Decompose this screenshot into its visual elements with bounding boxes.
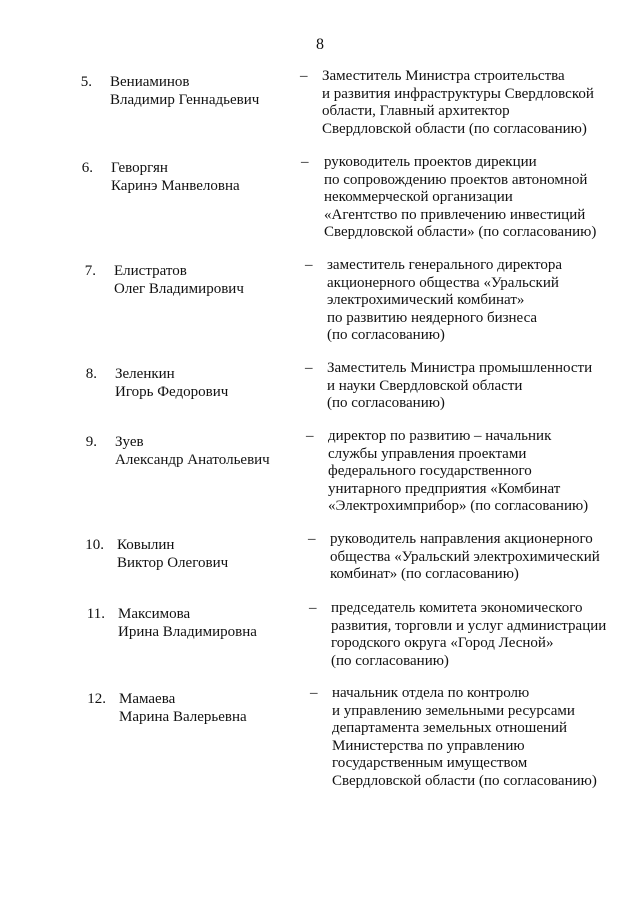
entry-number: 5. [80, 74, 92, 90]
position-line: Заместитель Министра строительства [322, 68, 565, 84]
position-line: Свердловской области (по согласованию) [332, 772, 597, 789]
member-surname: Зеленкин [115, 366, 175, 382]
position-line: (по согласованию) [331, 652, 449, 669]
member-position [324, 154, 596, 242]
member-given-names: Александр Анатольевич [115, 451, 270, 468]
position-line: Свердловской области» (по согласованию) [324, 224, 597, 240]
member-position [332, 685, 597, 790]
member-surname: Мамаева [119, 691, 176, 707]
position-line: некоммерческой организации [324, 189, 513, 205]
position-line: и развития инфраструктуры Свердловской [322, 85, 594, 102]
position-line: «Агентство по привлечению инвестиций [324, 206, 586, 223]
dash-separator: – [310, 685, 318, 701]
position-line: комбинат» (по согласованию) [330, 566, 519, 582]
member-position [331, 600, 606, 670]
position-line: унитарного предприятия «Комбинат [328, 480, 561, 497]
position-line: и науки Свердловской области [327, 377, 523, 394]
position-line: по развитию неядерного бизнеса [327, 309, 538, 326]
entry-number: 12. [87, 691, 106, 707]
entry-number: 8. [85, 366, 97, 382]
position-line: по сопровождению проектов автономной [324, 171, 588, 188]
position-line: акционерного общества «Уральский [327, 274, 559, 291]
dash-separator: – [308, 531, 316, 547]
position-line: городского округа «Город Лесной» [331, 635, 554, 651]
member-surname: Максимова [118, 606, 191, 622]
member-name [111, 160, 240, 195]
member-given-names: Олег Владимирович [114, 280, 244, 297]
entry-number: 6. [81, 160, 93, 176]
member-given-names: Владимир Геннадьевич [110, 91, 260, 108]
position-line: государственным имуществом [332, 755, 528, 771]
position-line: руководитель проектов дирекции [324, 154, 537, 170]
member-name [115, 434, 270, 469]
member-name [115, 366, 228, 401]
member-name [110, 74, 259, 109]
member-position [327, 257, 562, 345]
member-surname: Геворгян [111, 160, 168, 176]
member-surname: Вениаминов [110, 74, 190, 90]
dash-separator: – [305, 257, 313, 273]
position-line: «Электрохимприбор» (по согласованию) [328, 498, 589, 514]
position-line: председатель комитета экономического [331, 600, 583, 616]
page-number: 8 [316, 36, 324, 53]
dash-separator: – [305, 360, 313, 376]
member-given-names: Виктор Олегович [117, 554, 229, 571]
member-surname: Ковылин [117, 537, 175, 553]
position-line: и управлению земельными ресурсами [332, 702, 575, 719]
position-line: Свердловской области (по согласованию) [322, 120, 587, 137]
member-surname: Зуев [115, 434, 144, 450]
entry-number: 7. [84, 263, 96, 279]
dash-separator: – [309, 600, 317, 616]
entry-number: 9. [85, 434, 97, 450]
dash-separator: – [300, 68, 308, 84]
member-position [327, 360, 592, 413]
position-line: Министерства по управлению [332, 737, 525, 754]
member-name [118, 606, 257, 641]
position-line: директор по развитию – начальник [328, 428, 552, 444]
position-line: руководитель направления акционерного [330, 531, 593, 547]
position-line: Заместитель Министра промышленности [327, 360, 593, 376]
member-position [328, 428, 588, 516]
position-line: области, Главный архитектор [322, 103, 510, 119]
dash-separator: – [306, 428, 314, 444]
entry-number: 10. [85, 537, 104, 553]
member-position [330, 531, 600, 584]
member-given-names: Игорь Федорович [115, 383, 229, 400]
member-given-names: Ирина Владимировна [118, 623, 257, 640]
member-name [119, 691, 247, 726]
position-line: начальник отдела по контролю [332, 685, 530, 701]
position-line: развития, торговли и услуг администрации [331, 617, 607, 634]
member-name [117, 537, 228, 572]
position-line: федерального государственного [328, 463, 532, 479]
member-given-names: Марина Валерьевна [119, 708, 247, 725]
entry-number: 11. [86, 606, 105, 622]
position-line: электрохимический комбинат» [327, 292, 525, 308]
position-line: заместитель генерального директора [327, 257, 563, 273]
dash-separator: – [301, 154, 309, 170]
position-line: службы управления проектами [328, 445, 527, 462]
position-line: (по согласованию) [327, 327, 445, 343]
member-position [322, 68, 594, 138]
position-line: (по согласованию) [327, 395, 445, 411]
position-line: департамента земельных отношений [332, 720, 568, 736]
member-name [114, 263, 244, 298]
position-line: общества «Уральский электрохимический [330, 548, 600, 565]
member-given-names: Каринэ Манвеловна [111, 177, 240, 194]
member-surname: Елистратов [114, 263, 187, 279]
